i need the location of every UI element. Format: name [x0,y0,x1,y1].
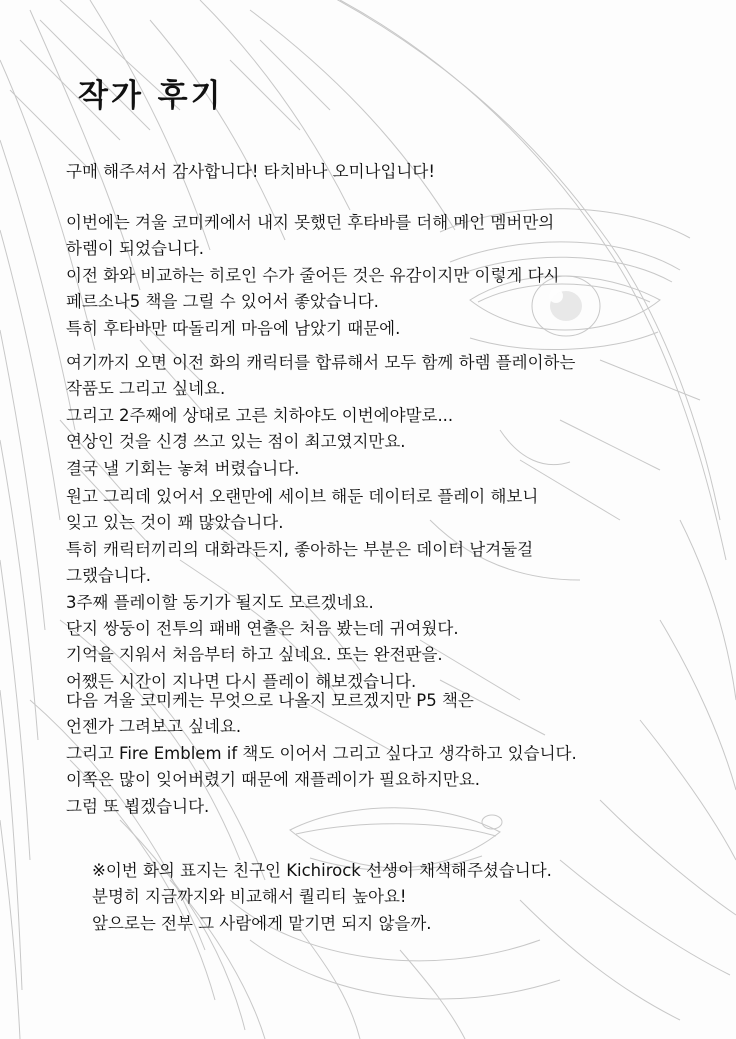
paragraph-2 [66,350,575,482]
paragraph-line: 하렘이 되었습니다. [66,239,205,259]
paragraph-line: 이쪽은 많이 잊어버렸기 때문에 재플레이가 필요하지만요. [66,770,481,790]
paragraph-line: 그리고 2주째에 상대로 고른 치하야도 이번에야말로... [66,405,454,425]
page-title: 작가 후기 [78,78,224,114]
paragraph-line: 기억을 지워서 처음부터 하고 싶네요. 또는 완전판을. [66,645,443,665]
paragraph-line: 특히 캐릭터끼리의 대화라든지, 좋아하는 부분은 데이터 남겨둘걸 [66,539,534,559]
paragraph-line: 연상인 것을 신경 쓰고 있는 점이 최고였지만요. [66,432,406,452]
paragraph-line: 이전 화와 비교하는 히로인 수가 줄어든 것은 유감이지만 이렇게 다시 [66,265,560,285]
paragraph-4 [66,688,577,820]
paragraph-line: 결국 낼 기회는 놓쳐 버렸습니다. [66,458,300,478]
credit-note-line: 분명히 지금까지와 비교해서 퀄리티 높아요! [92,887,407,907]
paragraph-line: 이번에는 겨울 코미케에서 내지 못했던 후타바를 더해 메인 멤버만의 [66,213,555,232]
paragraph-line: 그랬습니다. [66,566,151,586]
paragraph-line: 페르소나5 책을 그릴 수 있어서 좋았습니다. [66,292,379,312]
credit-note-line: ※이번 화의 표지는 친구인 Kichirock 선생이 채색해주셨습니다. [92,861,552,880]
paragraph-line: 어쨌든 시간이 지나면 다시 플레이 해보겠습니다. [66,671,417,691]
paragraph-line: 그럼 또 뵙겠습니다. [66,796,210,816]
paragraph-line: 다음 겨울 코미케는 무엇으로 나올지 모르겠지만 P5 책은 [66,691,474,710]
paragraph-line: 특히 후타바만 따돌리게 마음에 남았기 때문에. [66,318,401,338]
paragraph-line: 언젠가 그려보고 싶네요. [66,717,242,737]
paragraph-line: 그리고 Fire Emblem if 책도 이어서 그리고 싶다고 생각하고 있습니다. [66,743,577,763]
paragraph-1 [66,210,560,342]
credit-note [92,858,552,937]
paragraph-line: 여기까지 오면 이전 화의 캐릭터를 합류해서 모두 함께 하렘 플레이하는 [66,353,576,372]
credit-note-line: 앞으로는 전부 그 사람에게 맡기면 되지 않을까. [92,913,432,933]
paragraph-line: 3주째 플레이할 동기가 될지도 모르겠네요. [66,592,374,612]
intro-line: 구매 해주셔서 감사합니다! 타치바나 오미나입니다! [66,162,435,181]
paragraph-line: 원고 그리데 있어서 오랜만에 세이브 해둔 데이터로 플레이 해보니 [66,487,539,506]
paragraph-line: 단지 쌍둥이 전투의 패배 연출은 처음 봤는데 귀여웠다. [66,619,459,639]
paragraph-line: 잊고 있는 것이 꽤 많았습니다. [66,513,284,533]
paragraph-3 [66,484,538,695]
paragraph-line: 작품도 그리고 싶네요. [66,379,226,399]
